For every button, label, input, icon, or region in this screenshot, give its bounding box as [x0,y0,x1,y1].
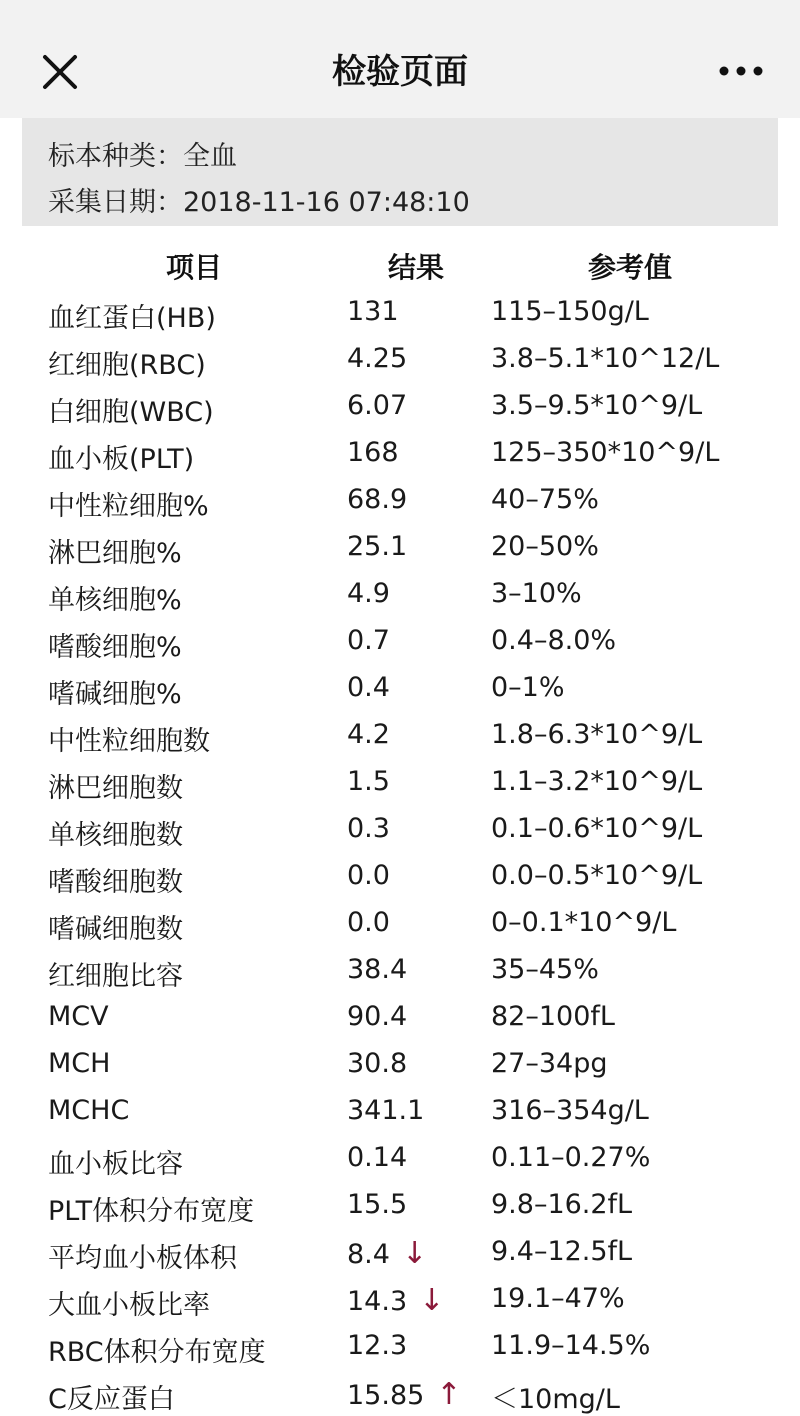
item-result-cell [347,672,390,703]
item-result: 0.3 [347,813,390,844]
table-row [0,805,800,852]
item-name: 红细胞比容 [48,961,183,992]
item-name: 嗜酸细胞数 [48,867,183,898]
item-result-cell [347,1236,427,1271]
item-reference: 35–45% [491,954,599,985]
table-row [0,1040,800,1087]
table-row [0,570,800,617]
item-result-cell [347,437,399,468]
table-row [0,993,800,1040]
item-name: 嗜碱细胞数 [48,914,183,945]
item-result: 1.5 [347,766,390,797]
table-row [0,382,800,429]
item-result-cell [347,578,390,609]
table-row [0,1181,800,1228]
column-header-result: 结果 [388,251,445,284]
item-reference: 1.8–6.3*10^9/L [491,719,703,750]
item-result: 0.0 [347,860,390,891]
arrow-down-icon: ↓ [401,1236,428,1271]
item-reference: 82–100fL [491,1001,615,1032]
table-row [0,335,800,382]
specimen-info-panel [22,118,778,226]
item-result-cell [347,766,390,797]
table-row [0,946,800,993]
item-result: 4.2 [347,719,390,750]
item-name: 白细胞(WBC) [48,397,214,428]
collection-date: 采集日期：2018-11-16 07:48:10 [48,187,470,218]
item-result: 8.4 [347,1239,390,1270]
item-reference: 19.1–47% [491,1283,625,1314]
item-name: 单核细胞% [48,585,182,616]
specimen-type: 标本种类：全血 [48,141,237,172]
table-row [0,288,800,335]
item-result-cell [347,1001,407,1032]
item-name: C反应蛋白 [48,1384,175,1415]
item-result-cell [347,1283,444,1318]
item-result-cell [347,531,407,562]
column-header-reference: 参考值 [588,251,673,284]
item-name: 红细胞(RBC) [48,350,206,381]
item-result-cell [347,1330,407,1361]
item-result: 25.1 [347,531,408,562]
item-result: 0.0 [347,907,390,938]
item-result: 4.9 [347,578,390,609]
table-row [0,899,800,946]
item-reference: 0.11–0.27% [491,1142,651,1173]
item-name: 嗜酸细胞% [48,632,182,663]
item-result-cell [347,1095,424,1126]
item-name: 平均血小板体积 [48,1243,237,1274]
table-row [0,1369,800,1416]
item-reference: 9.8–16.2fL [491,1189,633,1220]
item-result: 30.8 [347,1048,408,1079]
item-result-cell [347,296,399,327]
item-name: RBC体积分布宽度 [48,1337,266,1368]
item-reference: 3.8–5.1*10^12/L [491,343,720,374]
item-name: 淋巴细胞% [48,538,182,569]
item-name: 单核细胞数 [48,820,183,851]
item-reference: 3–10% [491,578,582,609]
table-row [0,617,800,664]
item-name: 大血小板比率 [48,1290,210,1321]
item-reference: 0–1% [491,672,565,703]
item-reference: 115–150g/L [491,296,649,327]
item-reference: 0.1–0.6*10^9/L [491,813,703,844]
item-name: 嗜碱细胞% [48,679,182,710]
item-name: MCH [48,1048,111,1079]
item-name: 血红蛋白(HB) [48,303,216,334]
item-name: 淋巴细胞数 [48,773,183,804]
item-result: 90.4 [347,1001,408,1032]
column-header-item: 项目 [166,251,223,284]
item-name: PLT体积分布宽度 [48,1196,255,1227]
item-name: MCHC [48,1095,130,1126]
item-reference: 0–0.1*10^9/L [491,907,677,938]
table-row [0,476,800,523]
item-result: 14.3 [347,1286,408,1317]
item-name: 血小板比容 [48,1149,183,1180]
navigation-bar [0,0,800,118]
table-row [0,664,800,711]
item-reference: 3.5–9.5*10^9/L [491,390,703,421]
item-name: MCV [48,1001,109,1032]
item-result: 131 [347,296,399,327]
more-button[interactable] [716,60,766,82]
arrow-up-icon: ↑ [436,1377,462,1412]
table-row [0,1087,800,1134]
item-result-cell [347,1142,407,1173]
item-name: 血小板(PLT) [48,444,195,475]
item-result-cell [347,625,390,656]
item-result-cell [347,954,407,985]
item-result-cell [347,390,407,421]
item-name: 中性粒细胞数 [48,726,210,757]
item-reference: 40–75% [491,484,599,515]
item-reference: 1.1–3.2*10^9/L [491,766,703,797]
table-row [0,1228,800,1275]
table-row [0,1322,800,1369]
table-row [0,1275,800,1322]
item-result: 68.9 [347,484,408,515]
item-reference: 9.4–12.5fL [491,1236,633,1267]
table-header [0,238,800,288]
item-result: 12.3 [347,1330,408,1361]
table-row [0,523,800,570]
table-row [0,429,800,476]
item-result: 15.85 [347,1380,425,1411]
item-result-cell [347,907,390,938]
item-reference: 316–354g/L [491,1095,649,1126]
item-result: 341.1 [347,1095,425,1126]
item-result: 4.25 [347,343,408,374]
item-result: 38.4 [347,954,408,985]
item-result-cell [347,1048,407,1079]
item-result-cell [347,484,407,515]
item-reference: 11.9–14.5% [491,1330,651,1361]
item-result-cell [347,343,407,374]
page-title: 检验页面 [332,52,468,92]
item-reference: 0.0–0.5*10^9/L [491,860,703,891]
arrow-down-icon: ↓ [419,1283,445,1318]
item-name: 中性粒细胞% [48,491,209,522]
item-result: 168 [347,437,399,468]
table-row [0,758,800,805]
item-reference: 125–350*10^9/L [491,437,720,468]
item-result: 0.14 [347,1142,408,1173]
table-row [0,1134,800,1181]
item-result-cell [347,719,390,750]
item-reference: 27–34pg [491,1048,608,1079]
item-result-cell [347,1189,407,1220]
item-result: 6.07 [347,390,408,421]
item-result: 0.7 [347,625,390,656]
item-reference: 0.4–8.0% [491,625,617,656]
item-result-cell [347,1377,461,1412]
item-result: 0.4 [347,672,390,703]
item-reference: ＜10mg/L [491,1384,620,1415]
item-result-cell [347,813,390,844]
item-result-cell [347,860,390,891]
item-result: 15.5 [347,1189,408,1220]
table-row [0,711,800,758]
more-horizontal-icon [716,60,766,82]
item-reference: 20–50% [491,531,599,562]
table-row [0,852,800,899]
